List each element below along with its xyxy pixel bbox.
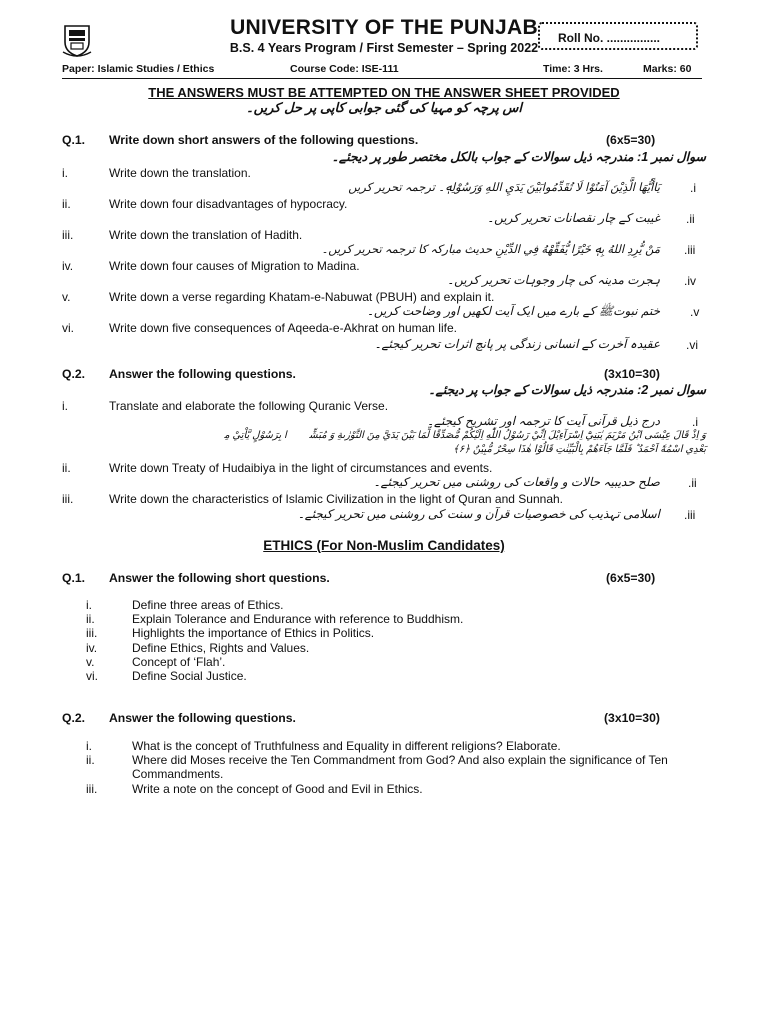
course-code: Course Code: ISE-111 [290, 63, 399, 75]
ethics-q2-list [86, 739, 686, 796]
question-item: Define Ethics, Rights and Values. [132, 640, 310, 655]
item-numeral: iii. [86, 626, 98, 641]
item-numeral: i. [86, 739, 92, 753]
item-numeral: iv. [86, 640, 98, 655]
question-item-urdu: صلح حدیبیہ حالات و واقعات کی روشنی میں تحریر کیجئے۔ [373, 475, 660, 489]
question-item: Where did Moses receive the Ten Commandment from God? And also explain the significance of Ten Commandments. [132, 753, 668, 782]
question-title: Answer the following short questions. [109, 571, 330, 585]
item-numeral: i. [86, 598, 92, 612]
urdu-item-numeral: .i [690, 181, 696, 195]
question-marks: (3x10=30) [604, 711, 660, 725]
urdu-item-numeral: .i [692, 415, 698, 429]
question-title: Answer the following questions. [109, 711, 296, 725]
question-title-urdu: سوال نمبر 1: مندرجہ ذیل سوالات کے جواب بالکل مختصر طور پر دیجئے۔ [331, 150, 706, 164]
list-item [86, 753, 686, 781]
item-numeral: ii. [62, 197, 71, 211]
item-numeral: ii. [86, 753, 95, 768]
question-item: Translate and elaborate the following Quranic Verse. [109, 399, 389, 413]
urdu-item-numeral: .ii [686, 212, 695, 226]
total-marks: Marks: 60 [643, 63, 692, 75]
question-item-urdu: مَنْ يُّرِدِ اللهُ بِهٖ خَيْرًا يُّفَقِّهْهُ فِي الدِّيْنِ حدیث مبارکہ کا ترجمہ تحریر کریں۔ [321, 244, 660, 256]
question-item-urdu: ہجرت مدینہ کی چار وجوہات تحریر کریں۔ [447, 273, 660, 287]
item-numeral: i. [62, 399, 68, 413]
urdu-item-numeral: .iii [684, 243, 696, 257]
question-item-urdu: ختم نبوتﷺ کے بارے میں ایک آیت لکھیں اور وضاحت کریں۔ [366, 304, 660, 318]
list-item [86, 598, 686, 612]
university-title: UNIVERSITY OF THE PUNJAB [230, 16, 538, 39]
urdu-item-numeral: .v [690, 305, 700, 319]
question-item: Write down the translation of Hadith. [109, 228, 303, 242]
item-numeral: ii. [86, 612, 95, 627]
paper-name: Paper: Islamic Studies / Ethics [62, 63, 215, 75]
header-divider [62, 78, 702, 79]
question-item: What is the concept of Truthfulness and Equality in different religions? Elaborate. [132, 739, 561, 753]
urdu-item-numeral: .iii [684, 508, 696, 522]
urdu-item-numeral: .vi [686, 338, 698, 352]
question-item: Define Social Justice. [132, 669, 247, 684]
list-item [86, 669, 686, 683]
question-number: Q.1. [62, 571, 86, 585]
item-numeral: v. [86, 654, 95, 669]
quranic-verse-line: وَ اِذْ قَالَ عِيْسَى ابْنُ مَرْيَمَ يٰبَنِيْٓ اِسْرَآءِيْلَ اِنِّيْ رَسُوْلُ اللّٰهِ اِلَيْكُمْ مُّصَدِّقًا لِّمَا بَيْنَ يَدَيَّ مِنَ التَّوْرٰىةِ وَ مُبَشِّرًۢا بِرَسُوْلٍ يَّاْتِيْ مِنْۢ [201, 430, 706, 441]
question-marks: (3x10=30) [604, 367, 660, 381]
question-item: Concept of ‘Flah’. [132, 654, 226, 669]
question-number: Q.2. [62, 711, 86, 725]
question-marks: (6x5=30) [606, 133, 656, 147]
exam-time: Time: 3 Hrs. [543, 63, 603, 75]
instruction-banner [0, 85, 768, 100]
question-item: Define three areas of Ethics. [132, 598, 284, 612]
question-item-urdu: اسلامی تہذیب کی خصوصیات قرآن و سنت کی روشنی میں تحریر کیجئے۔ [297, 507, 660, 521]
question-item: Write down Treaty of Hudaibiya in the light of circumstances and events. [109, 461, 493, 475]
ethics-heading-text: ETHICS (For Non-Muslim Candidates) [263, 538, 505, 553]
question-item: Write down a verse regarding Khatam-e-Nabuwat (PBUH) and explain it. [109, 290, 495, 304]
question-item-urdu: عقیدہ آخرت کے انسانی زندگی پر پانچ اثرات تحریر کیجئے۔ [374, 337, 660, 351]
question-item-urdu: يَاأَيُّهَا الَّذِيْنَ آمَنُوْا لَا تُقَدِّمُوابَيْنَ يَدَيِ اللهِ وَرَسُوْلِهٖ۔ ترجمہ تحریر کریں [348, 182, 660, 194]
item-numeral: ii. [62, 461, 71, 475]
instruction-english: THE ANSWERS MUST BE ATTEMPTED ON THE ANSWER SHEET PROVIDED [148, 85, 620, 100]
item-numeral: iv. [62, 259, 74, 273]
question-item: Write a note on the concept of Good and Evil in Ethics. [132, 781, 423, 796]
question-item-urdu: درج ذیل قرآنی آیت کا ترجمہ اور تشریح کیجئے۔ [427, 414, 660, 428]
question-title-urdu: سوال نمبر 2: مندرجہ ذیل سوالات کے جواب پر دیجئے۔ [428, 383, 706, 397]
item-numeral: iii. [62, 228, 74, 242]
question-number: Q.1. [62, 133, 86, 147]
question-item-urdu: غیبت کے چار نقصانات تحریر کریں۔ [487, 211, 660, 225]
question-marks: (6x5=30) [606, 571, 656, 585]
question-item: Explain Tolerance and Endurance with reference to Buddhism. [132, 612, 464, 627]
question-title: Answer the following questions. [109, 367, 296, 381]
item-numeral: iii. [86, 781, 98, 796]
list-item [86, 626, 686, 640]
item-numeral: i. [62, 166, 68, 180]
instruction-urdu: اس پرچہ کو مہیا کی گئی جوابی کاپی پر حل کریں۔ [246, 100, 522, 115]
ethics-heading [0, 538, 768, 553]
question-item: Highlights the importance of Ethics in Politics. [132, 626, 375, 641]
list-item [86, 641, 686, 655]
quranic-verse-line: بَعْدِي اسْمُهٗٓ اَحْمَدُ ؕ فَلَمَّا جَآءَهُمْ بِالْبَيِّنٰتِ قَالُوْا هٰذَا سِحْرٌ مُّبِيْنٌ ﴿۶﴾ [452, 444, 706, 455]
question-item: Write down four causes of Migration to Madina. [109, 259, 360, 273]
urdu-item-numeral: .iv [684, 274, 696, 288]
urdu-item-numeral: .ii [688, 476, 697, 490]
item-numeral: vi. [86, 669, 98, 684]
list-item [86, 782, 686, 796]
ethics-q1-list [86, 598, 686, 683]
question-item: Write down four disadvantages of hypocracy. [109, 197, 348, 211]
list-item [86, 612, 686, 626]
question-item: Write down five consequences of Aqeeda-e-Akhrat on human life. [109, 321, 457, 335]
list-item [86, 739, 686, 753]
question-item: Write down the characteristics of Islamic Civilization in the light of Quran and Sunnah. [109, 492, 563, 506]
question-item: Write down the translation. [109, 166, 251, 180]
list-item [86, 655, 686, 669]
question-title: Write down short answers of the following questions. [109, 133, 419, 147]
item-numeral: iii. [62, 492, 74, 506]
roll-number-box: Roll No. ................ [538, 22, 698, 50]
item-numeral: v. [62, 290, 71, 304]
item-numeral: vi. [62, 321, 74, 335]
question-number: Q.2. [62, 367, 86, 381]
program-line: B.S. 4 Years Program / First Semester – Spring 2022 [229, 41, 539, 55]
